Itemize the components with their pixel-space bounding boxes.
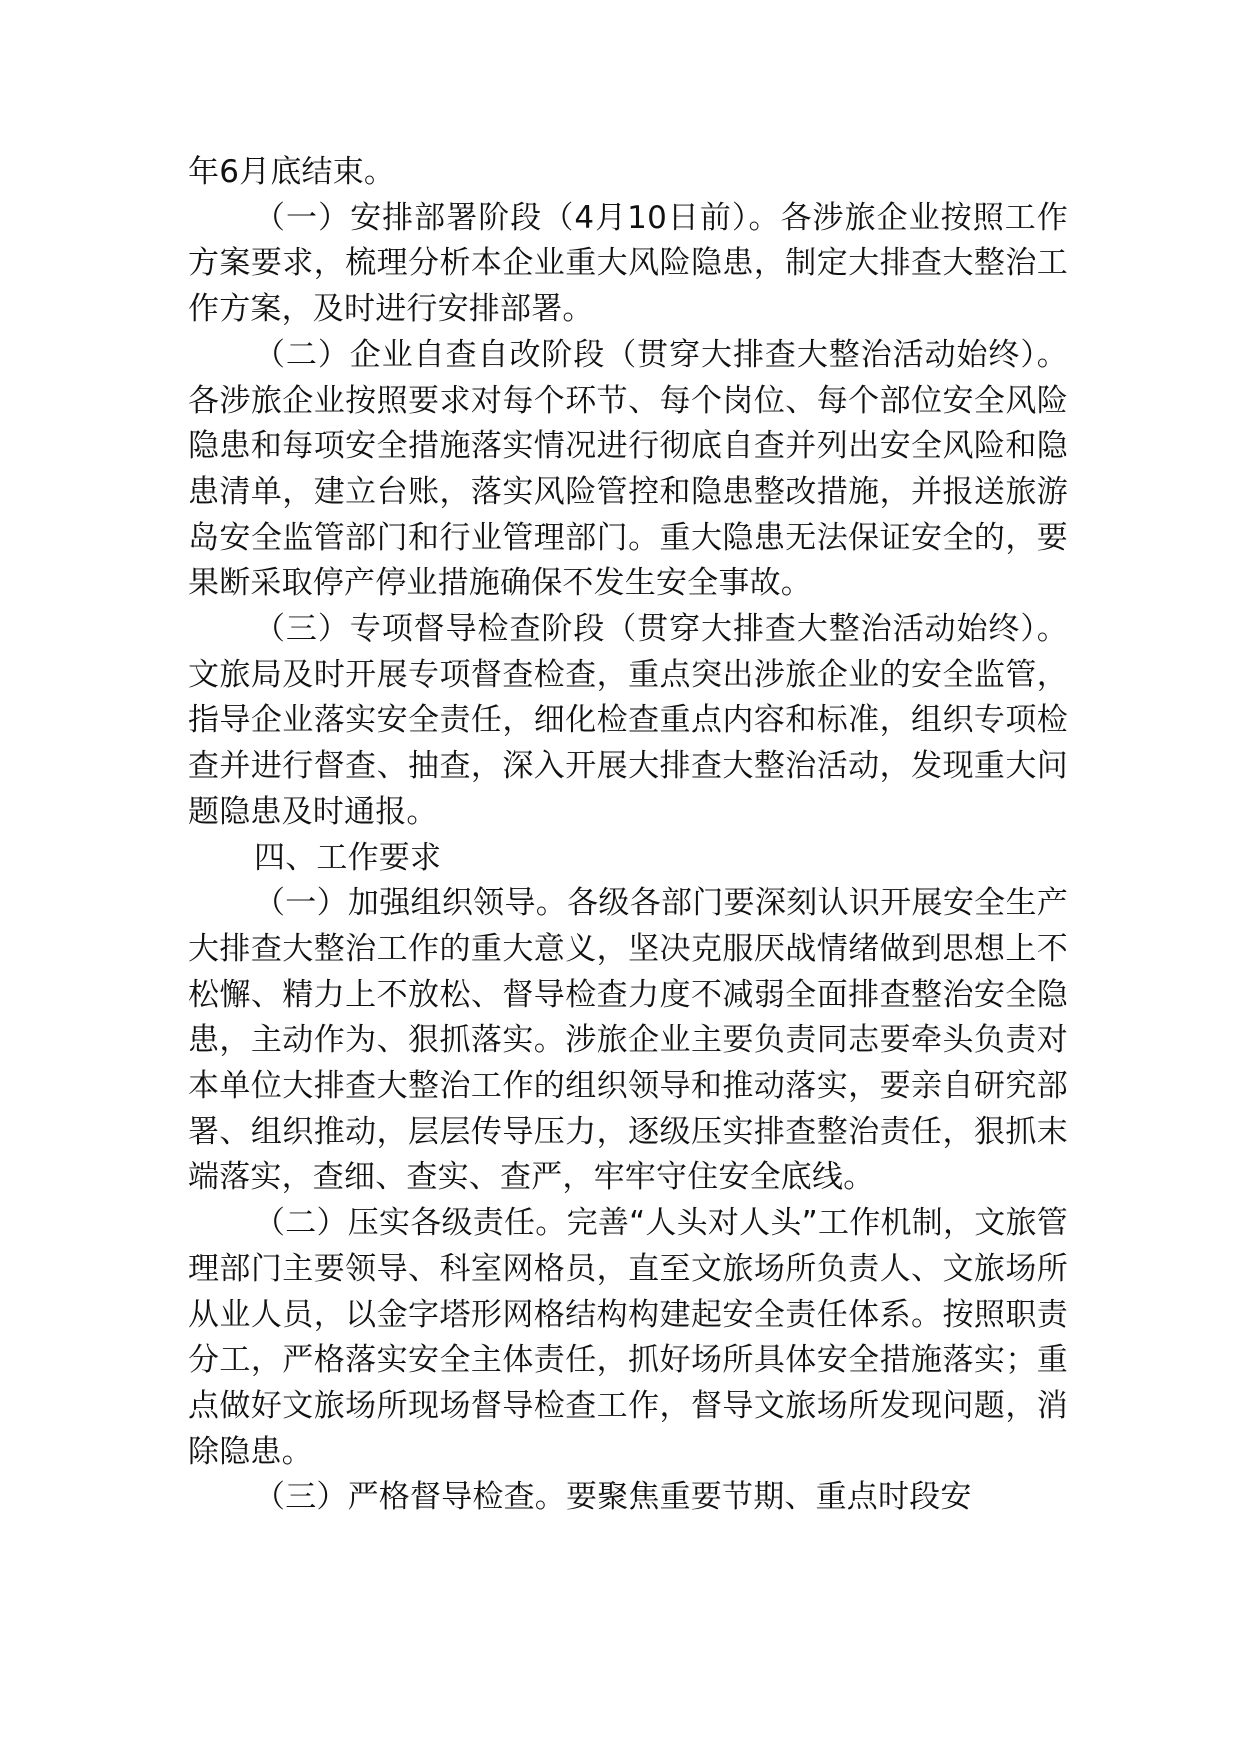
paragraph-continuation: 年6月底结束。: [188, 154, 396, 190]
paragraph-requirement-one: （一）加强组织领导。各级各部门要深刻认识开展安全生产大排查大整治工作的重大意义，坚决克服厌战情绪做到思想上不松懈、精力上不放松、督导检查力度不减弱全面排查整治安全隐患，主动作为、狠抓落实。涉旅企业主要负责同志要牵头负责对本单位大排查大整治工作的组织领导和推动落实，要亲自研究部署、组织推动，层层传导压力，逐级压实排查整治责任，狠抓末端落实，查细、查实、查严，牢牢守住安全底线。: [188, 885, 1068, 1196]
paragraph-phase-one: （一）安排部署阶段（4月10日前）。各涉旅企业按照工作方案要求，梳理分析本企业重大风险隐患，制定大排查大整治工作方案，及时进行安排部署。: [188, 199, 1068, 328]
document-page: [188, 150, 1068, 1521]
paragraph-requirement-three: （三）严格督导检查。要聚焦重要节期、重点时段安: [254, 1479, 972, 1516]
paragraph-requirement-two: （二）压实各级责任。完善“人头对人头”工作机制，文旅管理部门主要领导、科室网格员，直至文旅场所负责人、文旅场所从业人员，以金字塔形网格结构构建起安全责任体系。按照职责分工，严格落实安全主体责任，抓好场所具体安全措施落实；重点做好文旅场所现场督导检查工作，督导文旅场所发现问题，消除隐患。: [188, 1205, 1068, 1470]
section-heading-requirements: 四、工作要求: [254, 839, 442, 876]
paragraph-phase-two: （二）企业自查自改阶段（贯穿大排查大整治活动始终）。各涉旅企业按照要求对每个环节、每个岗位、每个部位安全风险隐患和每项安全措施落实情况进行彻底自查并列出安全风险和隐患清单，建立台账，落实风险管控和隐患整改措施，并报送旅游岛安全监管部门和行业管理部门。重大隐患无法保证安全的，要果断采取停产停业措施确保不发生安全事故。: [188, 336, 1068, 602]
paragraph-phase-three: （三）专项督导检查阶段（贯穿大排查大整治活动始终）。文旅局及时开展专项督查检查，重点突出涉旅企业的安全监管，指导企业落实安全责任，细化检查重点内容和标准，组织专项检查并进行督查、抽查，深入开展大排查大整治活动，发现重大问题隐患及时通报。: [188, 611, 1068, 830]
